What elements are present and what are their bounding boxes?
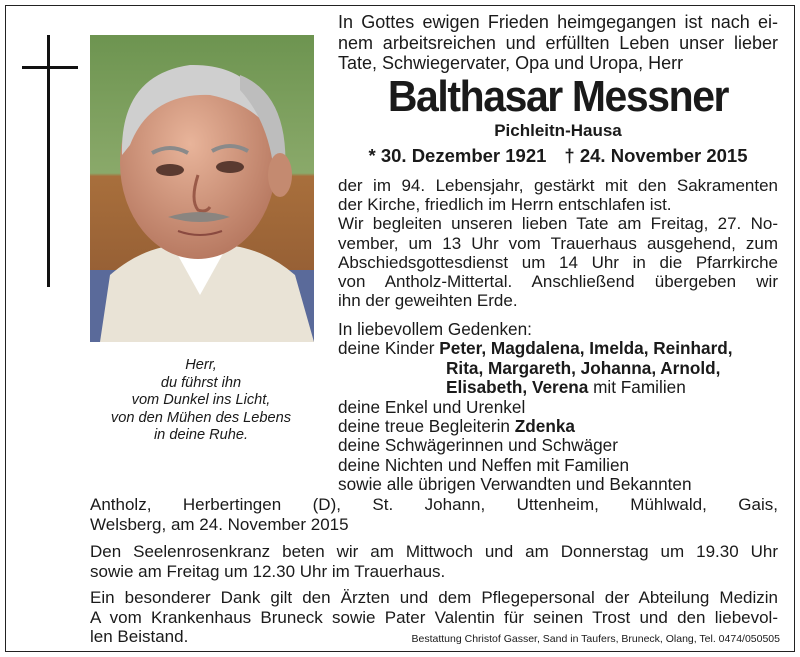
mourners-list [338, 320, 778, 495]
verse-line: von den Mühen des Lebens [110, 409, 292, 426]
places-line: Antholz, Herbertingen (D), St. Johann, Uttenheim, Mühlwald, Gais, [90, 495, 778, 514]
children-line: deine Kinder Peter, Magdalena, Imelda, Reinhard, [338, 338, 733, 359]
inlaws-line: deine Schwägerinnen und Schwäger [338, 435, 618, 456]
thanks-line: Ein besonderer Dank gilt den Ärzten und dem Pflegepersonal der Abteilung Medizin [90, 588, 778, 607]
rosary-line: Den Seelenrosenkranz beten wir am Mittwoch und am Donnerstag um 19.30 Uhr [90, 542, 778, 561]
verse-line: in deine Ruhe. [153, 427, 249, 443]
thanks-line: len Beistand. [90, 627, 189, 646]
intro-line: In Gottes ewigen Frieden heimgegangen ist nach ei- [338, 12, 778, 32]
death-date: † 24. November 2015 [564, 145, 748, 166]
service-line: ihn der geweihten Erde. [338, 291, 518, 311]
portrait-photo [90, 35, 314, 342]
grandchildren-line: deine Enkel und Urenkel [338, 396, 526, 417]
deceased-name: Balthasar Messner [387, 72, 729, 121]
deceased-place: Pichleitn-Hausa [494, 121, 622, 140]
service-line: von Antholz-Mittertal. Anschließend übergeben wir [338, 272, 778, 292]
service-line: Abschiedsgottesdienst um 14 Uhr in die Pfarrkirche [338, 252, 778, 272]
funeral-home-footer: Bestattung Christof Gasser, Sand in Taufers, Bruneck, Olang, Tel. 0474/050505 [411, 633, 780, 645]
service-line: vember, um 13 Uhr vom Trauerhaus ausgehend, zum [338, 233, 778, 253]
verse-line: Herr, [185, 357, 217, 373]
service-line: der im 94. Lebensjahr, gestärkt mit den Sakramenten [338, 176, 778, 195]
mourners-heading: In liebevollem Gedenken: [338, 319, 532, 339]
verse-line: vom Dunkel ins Licht, [131, 392, 271, 408]
birth-date: * 30. Dezember 1921 [368, 145, 547, 166]
verse [96, 357, 306, 445]
places-line: Welsberg, am 24. November 2015 [90, 514, 349, 534]
service-line: Wir begleiten unseren lieben Tate am Freitag, 27. No- [338, 214, 778, 234]
others-line: sowie alle übrigen Verwandten und Bekannten [338, 474, 692, 495]
life-dates [338, 145, 778, 167]
children-line: Elisabeth, Verena mit Familien [446, 377, 686, 398]
nieces-line: deine Nichten und Neffen mit Familien [338, 454, 630, 475]
verse-line: du führst ihn [160, 374, 242, 391]
intro-text [338, 12, 778, 74]
thanks-line: A vom Krankenhaus Bruneck sowie Pater Valentin für seinen Trost und den liebevol- [90, 607, 778, 627]
service-line: der Kirche, friedlich im Herrn entschlafen ist. [338, 195, 672, 215]
intro-line: Tate, Schwiegervater, Opa und Uropa, Herr [338, 53, 684, 73]
rosary-text [90, 542, 778, 581]
service-text [338, 176, 778, 310]
companion-line: deine treue Begleiterin Zdenka [338, 416, 575, 437]
places-date [90, 495, 778, 534]
children-line: Rita, Margareth, Johanna, Arnold, [446, 357, 721, 378]
rosary-line: sowie am Freitag um 12.30 Uhr im Trauerhaus. [90, 561, 446, 581]
intro-line: nem arbeitsreichen und erfüllten Leben unser lieber [338, 32, 778, 53]
